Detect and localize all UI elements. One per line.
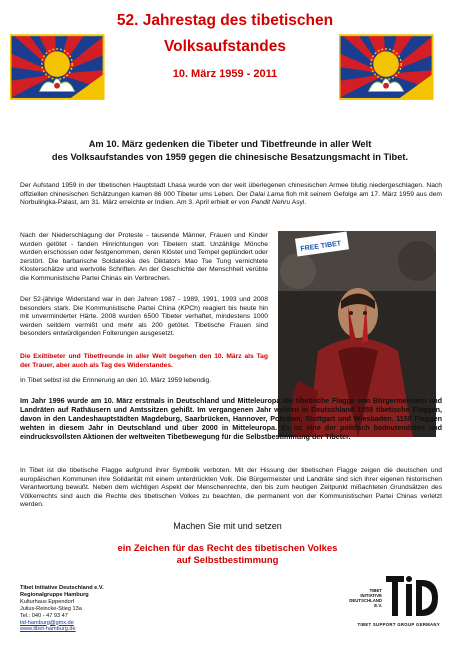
cta-line-2: ein Zeichen für das Recht des tibetischen Volkes: [117, 543, 338, 554]
paragraph-uprising-part-c: Asyl.: [290, 199, 307, 207]
intro-line-2: des Volksaufstandes von 1959 gegen die chinesische Besatzungsmacht in Tibet.: [51, 151, 409, 162]
logo-text-block: [342, 588, 382, 608]
date-line: 10. März 1959 - 2011: [172, 68, 278, 80]
paragraph-day-of-mourning: Die Exiltibeter und Tibetfreunde in aller Welt begehen den 10. März als Tag der Trauer, aber auch als Tag des Widerstandes.: [20, 353, 268, 369]
title-line-2: Volksaufstandes: [163, 38, 287, 55]
footer-web-link[interactable]: www.tibet-hamburg.de: [20, 626, 76, 633]
footer-phone: Tel.: 040 - 47 93 47: [20, 612, 68, 619]
cta-line-1: Machen Sie mit und setzen: [173, 521, 282, 531]
tibetan-flag-right: [339, 34, 437, 104]
tibetan-flag-left: [10, 34, 108, 104]
paragraph-uprising: [20, 182, 442, 208]
title-line-1: 52. Jahrestag des tibetischen: [116, 12, 334, 29]
footer-org: Tibet Initiative Deutschland e.V.: [20, 585, 104, 591]
footer-email-link[interactable]: tid-hamburg@gmx.de: [20, 619, 74, 626]
logo-tagline: TIBET SUPPORT GROUP GERMANY: [357, 622, 440, 627]
footer-address-1: Kulturhaus Eppendorf: [20, 598, 75, 605]
footer-contact: [20, 585, 104, 633]
paragraph-aftermath: Nach der Niederschlagung der Proteste - tausende Männer, Frauen und Kinder wurden getötet - fanden Hinrichtungen von Tibetern statt. Unzählige Mönche wurden erschossen oder festgenommen, deren Klöster und Tempel geplündert oder zerstört. Die barbarische Soldateska des Diktators Mao Tse Tung vernichtete Klosterschätze und wertvolle Schriften. An der Geschichte der Menschheit verübte die Kommunistische Partei Chinas ein Verbrechen.: [20, 232, 268, 282]
logo-line-1: TIBET: [369, 588, 382, 593]
cta-highlight: [60, 543, 395, 567]
paragraph-flag-ban: In Tibet ist die tibetische Flagge aufgrund ihrer Symbolik verboten. Mit der Hissung der tibetischen Flagge zeigen die deutschen und europäischen Kommunen ihre Solidarität mit einem unterdrückten Volk. Die Bürgermeister und Landräte sind sich ihrer eigenen historischen Verantwortung bewußt. Neben dem wichtigen Aspekt der Menschenrechte, den bis zum heutigen Zeitpunkt mißachteten Grundsätzen des Völkerrechts sind auch die Rechte des tibetischen Volkes zu beachten, die permanent von der Kommunistischen Partei Chinas verletzt werden.: [20, 467, 442, 509]
paragraph-resistance: Der 52-jährige Widerstand war in den Jahren 1987 - 1989, 1991, 1993 und 2008 besonders stark. Die Kommunistische Partei China (KPCh) reagiert bis heute hin mit unverminderter Härte. 2008 wurden 6500 Tibeter verhaftet, mindestens 1000 werden seitdem vermißt und mehr als 200 getötet. Tibetische Frauen sind besonders entwürdigenden Folterungen ausgesetzt.: [20, 296, 268, 338]
logo-line-2: INITIATIVE: [360, 593, 382, 598]
paragraph-flag-campaign: Im Jahr 1996 wurde am 10. März erstmals in Deutschland und Mitteleuropa die tibetische Flagge von Bürgermeistern und Landräten auf Rathäusern und Amtssitzen gehißt. Im vergangenen Jahr wehten in Deutschland 1059 tibetische Flaggen, davon in den Landeshauptstädten Magdeburg, Saarbrücken, Hannover, Potsdam, Stuttgart und Wiesbaden. 1150 Flaggen wehten in diesem Jahr in Deutschland und über 2000 in Mitteleuropa. Es ist eine der politisch bedeutendsten und eindrucksvollsten Aktionen der weltweiten Tibetbewegung für die Selbstbestimmung der Tibeter.: [20, 396, 442, 441]
intro-line-1: Am 10. März gedenken die Tibeter und Tibetfreunde in aller Welt: [88, 139, 372, 149]
intro-heading: [20, 138, 440, 163]
paragraph-memory: In Tibet selbst ist die Erinnerung an den 10. März 1959 lebendig.: [20, 377, 212, 384]
tid-logo-mark-icon: [386, 576, 440, 618]
paragraph-uprising-part-a: Der Aufstand 1959 in der tibetischen Hauptstadt Lhasa wurde von der weit überlegenen chinesischen Armee blutig niedergeschlagen. Nach offiziellen chinesischen Schätzungen kamen 86 000 Tibeter ums Leben. Der: [20, 182, 442, 198]
paragraph-uprising-part-b: floh mit seinem Gefolge am 17. März 1959 aus dem Norbulingka-Palast, am 31. März erreichte er Indien. Am 3. April erhielt er von: [20, 190, 442, 207]
cta-line-3: auf Selbstbestimmung: [176, 555, 279, 566]
free-tibet-sign: FREE TIBET: [300, 240, 342, 254]
tid-logo: [342, 576, 440, 636]
nehru-name: Pandit Nehru: [251, 199, 291, 207]
footer-group: Regionalgruppe Hamburg: [20, 591, 89, 598]
footer-address-2: Julius-Reincke-Stieg 13a: [20, 605, 82, 612]
logo-line-3: DEUTSCHLAND E.V.: [349, 598, 382, 608]
dalai-lama-name: Dalai Lama: [249, 190, 284, 198]
